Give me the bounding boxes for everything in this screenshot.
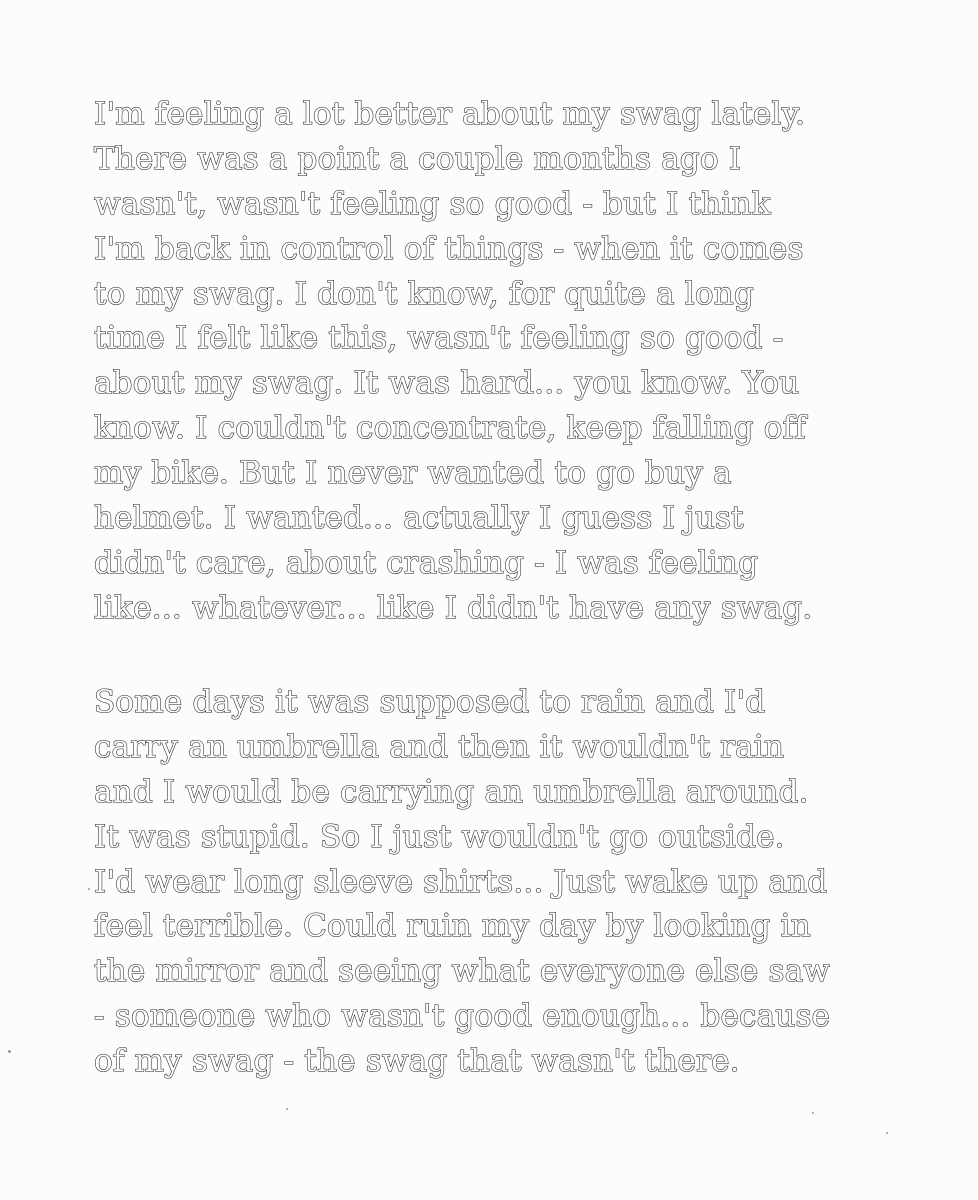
text-line: Some days it was supposed to rain and I'd	[94, 684, 766, 720]
text-line: know. I couldn't concentrate, keep falling off	[94, 410, 806, 447]
text-line: my bike. But I never wanted to go buy a	[94, 455, 732, 492]
paper-speck	[286, 1108, 288, 1110]
text-line: I'd wear long sleeve shirts... Just wake up and	[94, 863, 828, 900]
text-line: - someone who wasn't good enough... because	[94, 998, 831, 1035]
paragraph-1	[94, 92, 812, 631]
paper-speck	[88, 888, 90, 890]
text-line: carry an umbrella and then it wouldn't rain	[94, 728, 785, 765]
paragraph-2	[94, 680, 830, 1084]
text-line: helmet. I wanted... actually I guess I just	[94, 500, 744, 537]
text-line: I'm back in control of things - when it comes	[94, 230, 804, 267]
text-line: the mirror and seeing what everyone else saw	[94, 953, 830, 990]
text-line: like... whatever... like I didn't have any swag.	[94, 589, 813, 626]
text-line: I'm feeling a lot better about my swag lately.	[94, 96, 806, 132]
paper-speck	[8, 1050, 11, 1053]
text-line: and I would be carrying an umbrella around.	[94, 773, 809, 810]
paper-speck	[812, 1112, 814, 1114]
paper-speck	[886, 1132, 888, 1134]
text-line: It was stupid. So I just wouldn't go outside.	[94, 818, 785, 855]
text-line: about my swag. It was hard... you know. You	[94, 365, 800, 402]
text-line: to my swag. I don't know, for quite a long	[94, 275, 754, 312]
text-line: of my swag - the swag that wasn't there.	[94, 1043, 740, 1080]
text-line: didn't care, about crashing - I was feeling	[94, 544, 759, 581]
text-line: There was a point a couple months ago I	[94, 140, 742, 177]
text-line: time I felt like this, wasn't feeling so good -	[94, 320, 784, 357]
text-line: wasn't, wasn't feeling so good - but I think	[94, 185, 771, 222]
text-line: feel terrible. Could ruin my day by looking in	[94, 908, 811, 945]
